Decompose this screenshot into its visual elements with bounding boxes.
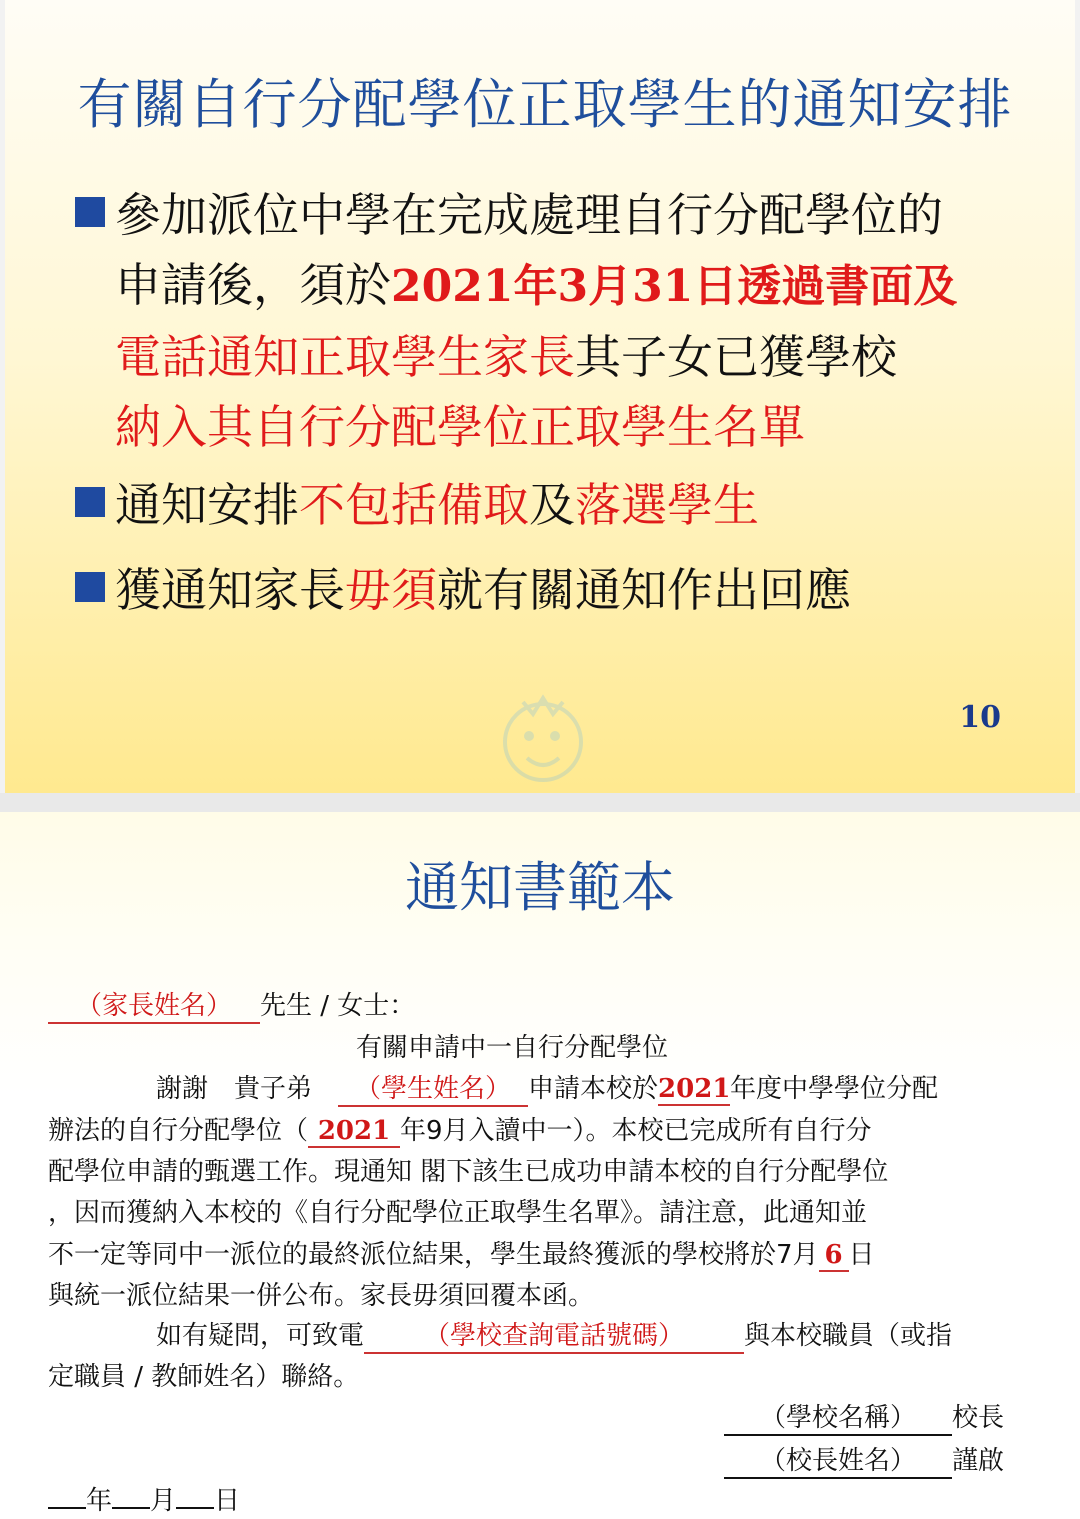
para-line-2 bbox=[48, 1110, 872, 1148]
month-blank bbox=[112, 1507, 150, 1509]
deadline-text: 2021年3月31日透過書面及 bbox=[391, 261, 958, 312]
text-span: 就有關通知作出回應 bbox=[437, 563, 851, 617]
text-span: 日 bbox=[848, 1240, 875, 1270]
para-line-8: 定職員 / 教師姓名）聯絡。 bbox=[48, 1362, 360, 1392]
text-span: 不一定等同中一派位的最終派位結果，學生最終獲派的學校將於7月 bbox=[48, 1240, 819, 1270]
text-span: 及 bbox=[529, 478, 575, 532]
para-line-6: 與統一派位結果一併公布。家長毋須回覆本函。 bbox=[48, 1281, 595, 1311]
highlight-text: 落選學生 bbox=[575, 478, 759, 532]
school-phone-field: （學校查詢電話號碼） bbox=[364, 1315, 744, 1354]
para-line-5 bbox=[48, 1234, 875, 1272]
greeting-text: 先生 / 女士： bbox=[260, 991, 416, 1021]
signature-line-1 bbox=[724, 1397, 1004, 1436]
para-line-3: 配學位申請的甄選工作。現通知 閣下該生已成功申請本校的自行分配學位 bbox=[48, 1157, 889, 1187]
highlight-text: 不包括備取 bbox=[299, 478, 529, 532]
greeting-line bbox=[48, 985, 415, 1024]
para-line-4: ，因而獲納入本校的《自行分配學位正取學生名單》。請注意，此通知並 bbox=[48, 1198, 868, 1228]
date-line bbox=[48, 1480, 240, 1517]
year-field: 2021 bbox=[658, 1074, 731, 1104]
month-label: 月 bbox=[150, 1486, 177, 1516]
subject-line: 有關申請中一自行分配學位 bbox=[356, 1033, 669, 1063]
signature-line-2 bbox=[724, 1440, 1004, 1479]
bullet-1-line-1: 參加派位中學在完成處理自行分配學位的 bbox=[115, 188, 943, 242]
notify-parents-text: 電話通知正取學生家長 bbox=[115, 330, 575, 384]
para-line-7 bbox=[156, 1315, 952, 1354]
page-number: 10 bbox=[959, 700, 1001, 735]
admission-year-field: 2021 bbox=[308, 1116, 400, 1148]
text-span: 年度中學學位分配 bbox=[730, 1074, 939, 1104]
principal-name-field: （校長姓名） bbox=[724, 1440, 952, 1479]
text-span: 獲通知家長 bbox=[115, 563, 345, 617]
text-span: 申請本校於 bbox=[528, 1074, 659, 1104]
closing-label: 謹啟 bbox=[952, 1446, 1005, 1476]
text-span: 謝謝 貴子弟 bbox=[156, 1074, 313, 1104]
text-span: 如有疑問，可致電 bbox=[156, 1321, 365, 1351]
year-label: 年 bbox=[86, 1486, 113, 1516]
para-line-1 bbox=[156, 1068, 938, 1107]
year-blank bbox=[48, 1507, 86, 1509]
notice-letter bbox=[48, 0, 1033, 1519]
slide-2-title: 通知書範本 bbox=[405, 856, 675, 919]
text-span: 與本校職員（或指 bbox=[744, 1321, 953, 1351]
release-day-field: 6 bbox=[819, 1240, 849, 1272]
text-span: 年9月入讀中一）。本校已完成所有自行分 bbox=[400, 1116, 872, 1146]
text-span: 其子女已獲學校 bbox=[575, 330, 897, 384]
school-name-field: （學校名稱） bbox=[724, 1397, 952, 1436]
parent-name-field: （家長姓名） bbox=[48, 985, 260, 1024]
text-span: 辦法的自行分配學位（ bbox=[48, 1116, 309, 1146]
day-blank bbox=[176, 1507, 214, 1509]
bullet-1-line-4: 納入其自行分配學位正取學生名單 bbox=[115, 400, 805, 454]
text-span: 通知安排 bbox=[115, 478, 299, 532]
student-name-field: （學生姓名） bbox=[338, 1068, 528, 1107]
day-label: 日 bbox=[214, 1486, 241, 1516]
text-span: 申請後，須於 bbox=[115, 258, 391, 312]
slide-1-title: 有關自行分配學位正取學生的通知安排 bbox=[77, 73, 1013, 136]
principal-label: 校長 bbox=[952, 1403, 1005, 1433]
highlight-text: 毋須 bbox=[345, 563, 437, 617]
